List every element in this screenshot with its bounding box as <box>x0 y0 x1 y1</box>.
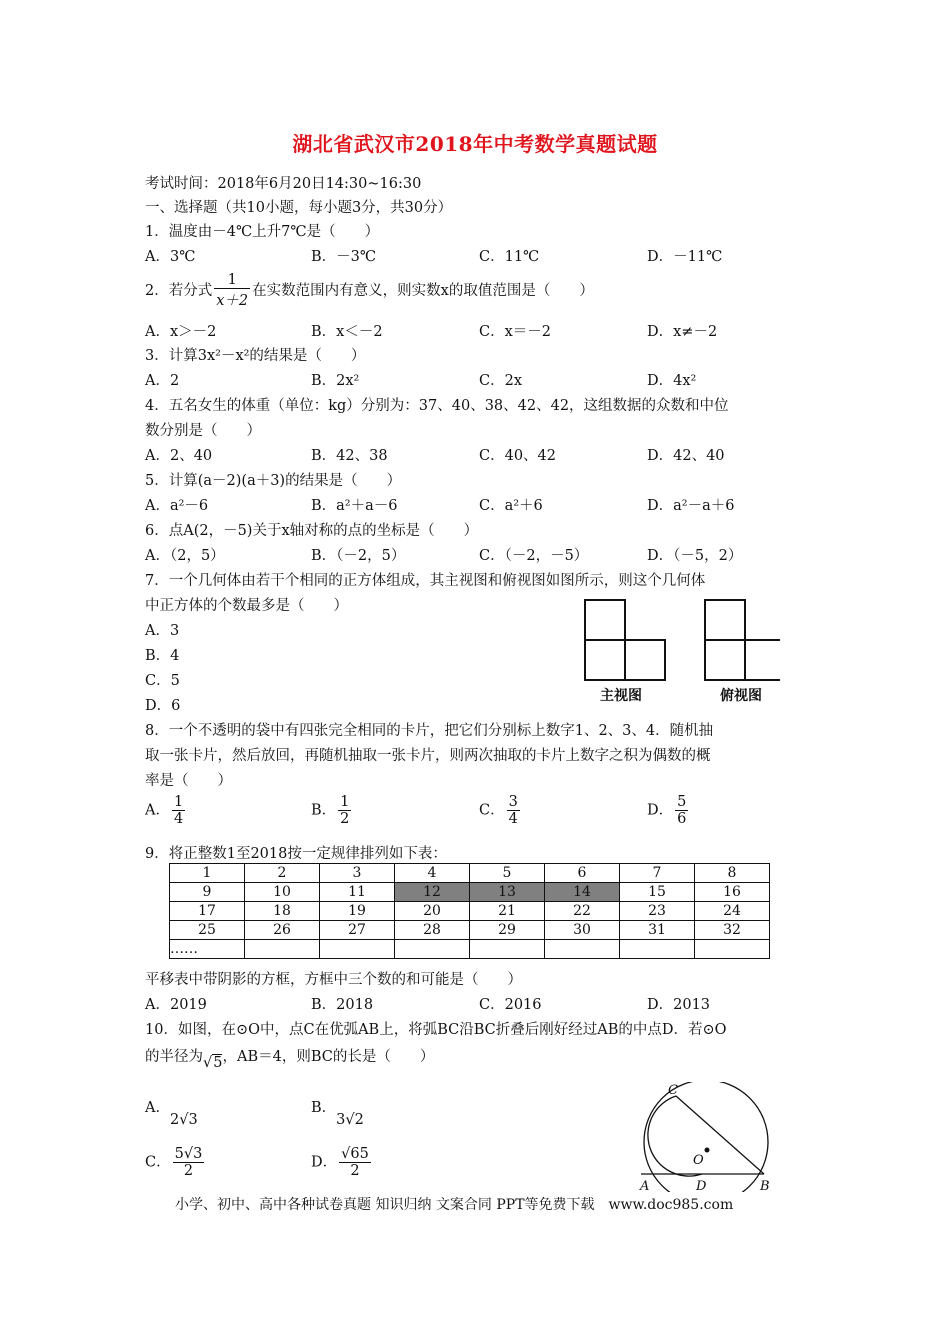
table-cell: 25 <box>170 921 245 940</box>
q10-option-b: B．3√2 <box>311 1100 364 1128</box>
top-view-bottom-right-square <box>745 640 780 680</box>
q10-option-a: A．2√3 <box>145 1100 198 1128</box>
table-cell: 2 <box>245 864 320 883</box>
q6-option-c: C．（－2，－5） <box>479 548 589 564</box>
question-6-stem: 6．点A(2，－5)关于x轴对称的点的坐标是（ ） <box>145 523 479 539</box>
label-o: O <box>693 1153 704 1168</box>
table-cell: 13 <box>470 883 545 902</box>
q1-option-b: B．－3℃ <box>311 249 377 265</box>
table-cell: 17 <box>170 902 245 921</box>
table-row <box>170 902 770 921</box>
page-title: 湖北省武汉市2018年中考数学真题试题 <box>292 132 658 156</box>
q3-option-c: C．2x <box>479 373 522 389</box>
table-cell: 11 <box>320 883 395 902</box>
label-b: B <box>760 1179 770 1192</box>
table-row <box>170 864 770 883</box>
q3-option-b: B．2x² <box>311 373 360 389</box>
q1-option-c: C．11℃ <box>479 249 540 265</box>
table-cell: 24 <box>695 902 770 921</box>
q7-option-a: A．3 <box>145 623 180 639</box>
section-heading: 一、选择题（共10小题，每小题3分，共30分） <box>145 200 453 216</box>
table-cell: 12 <box>395 883 470 902</box>
table-cell: 5 <box>470 864 545 883</box>
q10-circle-figure <box>636 1082 776 1196</box>
table-cell: 10 <box>245 883 320 902</box>
q3-option-a: A．2 <box>145 373 180 389</box>
table-cell: 6 <box>545 864 620 883</box>
q8-option-b: B． $\frac{1}{2}$ <box>311 794 350 827</box>
q4-option-a: A．2、40 <box>145 448 213 464</box>
q5-option-c: C．a²＋6 <box>479 498 543 514</box>
table-cell: 32 <box>695 921 770 940</box>
table-cell: 26 <box>245 921 320 940</box>
q6-option-a: A．（2，5） <box>145 548 225 564</box>
table-cell <box>470 940 545 959</box>
question-5-stem: 5．计算(a－2)(a＋3)的结果是（ ） <box>145 473 402 489</box>
table-cell: 9 <box>170 883 245 902</box>
question-1-stem: 1．温度由－4℃上升7℃是（ ） <box>145 224 380 240</box>
view-drawings <box>580 598 780 706</box>
table-cell: 3 <box>320 864 395 883</box>
front-view-bottom-right-square <box>625 640 665 680</box>
top-view-bottom-left-square <box>705 640 745 680</box>
q9-option-d: D．2013 <box>647 997 711 1013</box>
table-cell: 15 <box>620 883 695 902</box>
label-c: C <box>668 1083 678 1098</box>
q7-option-c: C．5 <box>145 673 180 689</box>
q8-option-a: A． $\frac{1}{4}$ <box>145 794 184 827</box>
question-7-line2: 中正方体的个数最多是（ ） <box>145 598 348 614</box>
table-cell: 19 <box>320 902 395 921</box>
table-cell <box>695 940 770 959</box>
circle-diagram <box>636 1082 776 1192</box>
q1-option-d: D．－11℃ <box>647 249 723 265</box>
table-cell <box>320 940 395 959</box>
label-a: A <box>640 1179 650 1192</box>
table-cell: 22 <box>545 902 620 921</box>
q9-option-c: C．2016 <box>479 997 542 1013</box>
table-cell: 28 <box>395 921 470 940</box>
table-cell: 1 <box>170 864 245 883</box>
top-view-label: 俯视图 <box>720 688 762 704</box>
q10-option-d: D． $\frac{√65}{2}$ <box>311 1146 369 1179</box>
question-4-line2: 数分别是（ ） <box>145 423 261 439</box>
table-row <box>170 883 770 902</box>
q3-option-d: D．4x² <box>647 373 697 389</box>
q5-option-d: D．a²－a＋6 <box>647 498 735 514</box>
q2-option-a: A．x＞－2 <box>145 324 217 340</box>
question-2-stem: 2．若分式 $\frac{1}{x+2}$ 在实数范围内有意义，则实数x的取值范围是（ ） <box>145 272 594 309</box>
question-7-line1: 7．一个几何体由若干个相同的正方体组成，其主视图和俯视图如图所示，则这个几何体 <box>145 573 706 589</box>
q7-option-d: D．6 <box>145 698 181 714</box>
front-view-top-square <box>585 600 625 640</box>
question-3-stem: 3．计算3x²－x²的结果是（ ） <box>145 348 366 364</box>
table-cell <box>395 940 470 959</box>
table-cell: 21 <box>470 902 545 921</box>
q8-option-c: C． $\frac{3}{4}$ <box>479 794 518 827</box>
table-cell: 31 <box>620 921 695 940</box>
q4-option-b: B．42、38 <box>311 448 388 464</box>
table-cell: 7 <box>620 864 695 883</box>
table-cell <box>245 940 320 959</box>
footer-text: 小学、初中、高中各种试卷真题 知识归纳 文案合同 PPT等免费下载 www.doc985.com <box>175 1197 734 1213</box>
q10-option-c: C． $\frac{5√3}{2}$ <box>145 1146 203 1179</box>
table-cell: 27 <box>320 921 395 940</box>
q5-option-b: B．a²＋a－6 <box>311 498 398 514</box>
center-point <box>705 1148 710 1153</box>
fraction: $\frac{1}{x+2}$ <box>216 272 249 309</box>
question-8-line1: 8．一个不透明的袋中有四张完全相同的卡片，把它们分别标上数字1、2、3、4．随机抽 <box>145 723 714 739</box>
table-cell: …… <box>170 940 245 959</box>
table-cell: 29 <box>470 921 545 940</box>
q2-option-d: D．x≠－2 <box>647 324 718 340</box>
table-cell: 14 <box>545 883 620 902</box>
table-row <box>170 940 770 959</box>
table-cell: 8 <box>695 864 770 883</box>
question-9-followup: 平移表中带阴影的方框，方框中三个数的和可能是（ ） <box>145 972 522 988</box>
q4-option-d: D．42、40 <box>647 448 725 464</box>
question-8-line2: 取一张卡片，然后放回，再随机抽取一张卡片，则两次抽取的卡片上数字之积为偶数的概 <box>145 748 711 764</box>
question-10-line2: 的半径为√5，AB＝4，则BC的长是（ ） <box>145 1049 435 1071</box>
q2-option-c: C．x＝－2 <box>479 324 551 340</box>
front-view-bottom-left-square <box>585 640 625 680</box>
q5-option-a: A．a²－6 <box>145 498 209 514</box>
q6-option-d: D．（－5，2） <box>647 548 743 564</box>
number-table <box>169 863 770 959</box>
table-cell: 23 <box>620 902 695 921</box>
front-view-label: 主视图 <box>600 688 642 704</box>
top-view-top-square <box>705 600 745 640</box>
label-d: D <box>696 1179 707 1192</box>
table-cell: 4 <box>395 864 470 883</box>
circle-o <box>644 1082 768 1192</box>
q1-option-a: A．3℃ <box>145 249 196 265</box>
q2-option-b: B．x＜－2 <box>311 324 383 340</box>
table-cell <box>620 940 695 959</box>
q8-option-d: D． $\frac{5}{6}$ <box>647 794 687 827</box>
q9-option-a: A．2019 <box>145 997 207 1013</box>
q7-view-figure <box>580 598 780 710</box>
q7-option-b: B．4 <box>145 648 180 664</box>
question-8-line3: 率是（ ） <box>145 773 232 789</box>
chord-bc <box>676 1096 764 1174</box>
table-cell: 30 <box>545 921 620 940</box>
question-9-stem: 9．将正整数1至2018按一定规律排列如下表： <box>145 846 447 862</box>
table-cell: 16 <box>695 883 770 902</box>
table-cell: 20 <box>395 902 470 921</box>
exam-time: 考试时间：2018年6月20日14:30~16:30 <box>145 176 422 192</box>
table-cell: 18 <box>245 902 320 921</box>
q9-option-b: B．2018 <box>311 997 374 1013</box>
question-4-line1: 4．五名女生的体重（单位：kg）分别为：37、40、38、42、42，这组数据的众数和中位 <box>145 398 729 414</box>
question-10-line1: 10．如图，在⊙O中，点C在优弧AB上，将弧BC沿BC折叠后刚好经过AB的中点D．若⊙O <box>145 1022 727 1038</box>
q4-option-c: C．40、42 <box>479 448 556 464</box>
table-row <box>170 921 770 940</box>
q6-option-b: B．（－2，5） <box>311 548 406 564</box>
table-cell <box>545 940 620 959</box>
